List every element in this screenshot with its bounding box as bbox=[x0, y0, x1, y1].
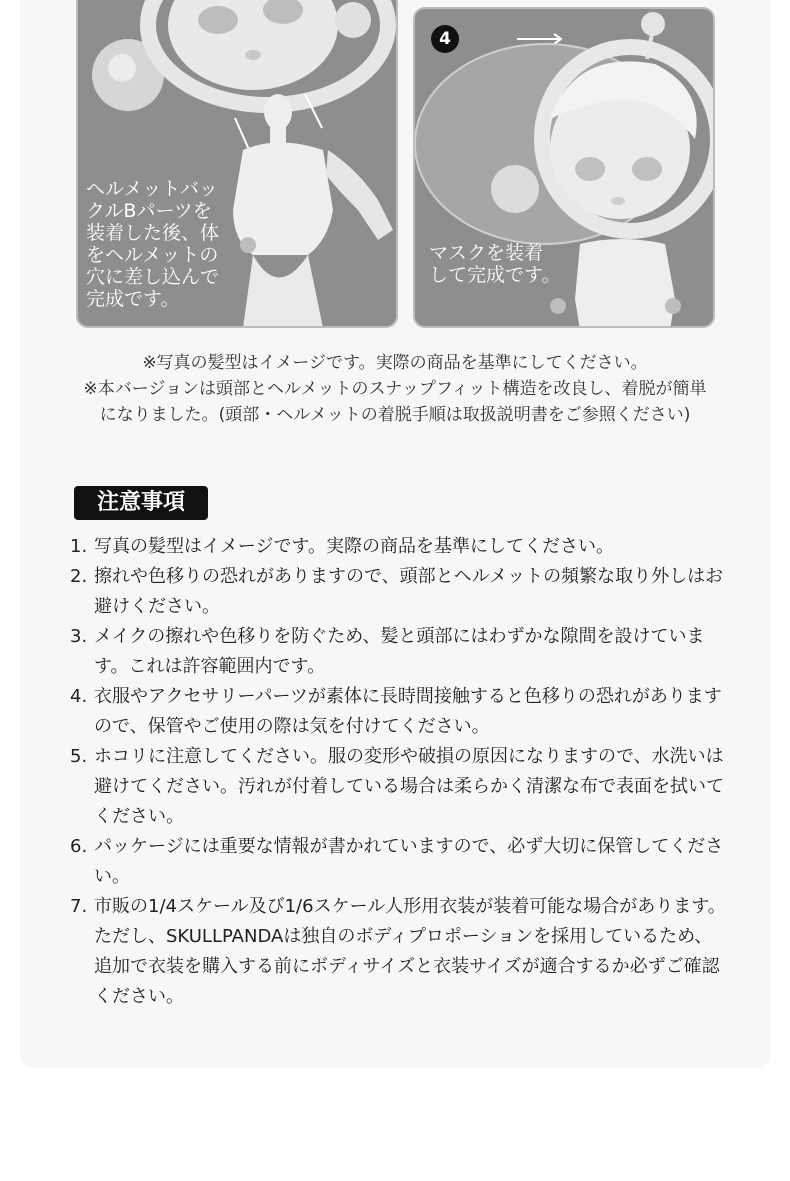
item-number: 4. bbox=[70, 686, 88, 707]
item-number: 2. bbox=[70, 566, 88, 587]
item-number: 7. bbox=[70, 896, 88, 917]
list-item bbox=[70, 622, 730, 682]
item-text: パッケージには重要な情報が書かれていますので、必ず大切に保管してください。 bbox=[94, 836, 724, 887]
note-line: ※本バージョンは頭部とヘルメットのスナップフィット構造を改良し、着脱が簡単 bbox=[83, 379, 707, 399]
list-item bbox=[70, 532, 730, 562]
panel-caption: マスクを装着 して完成です。 bbox=[429, 242, 561, 286]
item-number: 1. bbox=[70, 536, 88, 557]
list-item bbox=[70, 832, 730, 892]
image-notes bbox=[40, 350, 750, 428]
list-item bbox=[70, 562, 730, 622]
list-item bbox=[70, 892, 730, 1012]
panel-caption: ヘルメットバッ クルBパーツを 装着した後、体 をヘルメットの 穴に差し込んで 完成です。 bbox=[86, 178, 220, 310]
item-text: メイクの擦れや色移りを防ぐため、髪と頭部にはわずかな隙間を設けています。これは許容範囲内です。 bbox=[94, 626, 705, 677]
item-text: ホコリに注意してください。服の変形や破損の原因になりますので、水洗いは避けてください。汚れが付着している場合は柔らかく清潔な布で表面を拭いてください。 bbox=[94, 746, 724, 827]
step-panel-mask bbox=[413, 7, 715, 328]
list-item bbox=[70, 682, 730, 742]
item-text: 写真の髪型はイメージです。実際の商品を基準にしてください。 bbox=[94, 536, 615, 557]
list-item bbox=[70, 742, 730, 832]
item-text: 市販の1/4スケール及び1/6スケール人形用衣装が装着可能な場合があります。ただし、SKULLPANDAは独自のボディプロポーションを採用しているため、追加で衣装を購入する前にボディサイズと衣装サイズが適合するか必ずご確認ください。 bbox=[94, 896, 726, 1007]
step-panel-helmet-buckle bbox=[76, 0, 398, 328]
item-number: 3. bbox=[70, 626, 88, 647]
caution-list bbox=[70, 532, 730, 1012]
section-title-cautions: 注意事項 bbox=[74, 486, 208, 520]
item-number: 6. bbox=[70, 836, 88, 857]
item-number: 5. bbox=[70, 746, 88, 767]
step-number-badge: 4 bbox=[431, 25, 459, 53]
note-line: になりました。(頭部・ヘルメットの着脱手順は取扱説明書をご参照ください) bbox=[99, 405, 691, 425]
note-line: ※写真の髪型はイメージです。実際の商品を基準にしてください。 bbox=[142, 353, 648, 373]
item-text: 擦れや色移りの恐れがありますので、頭部とヘルメットの頻繁な取り外しはお避けください。 bbox=[94, 566, 724, 617]
item-text: 衣服やアクセサリーパーツが素体に長時間接触すると色移りの恐れがありますので、保管やご使用の際は気を付けてください。 bbox=[94, 686, 722, 737]
